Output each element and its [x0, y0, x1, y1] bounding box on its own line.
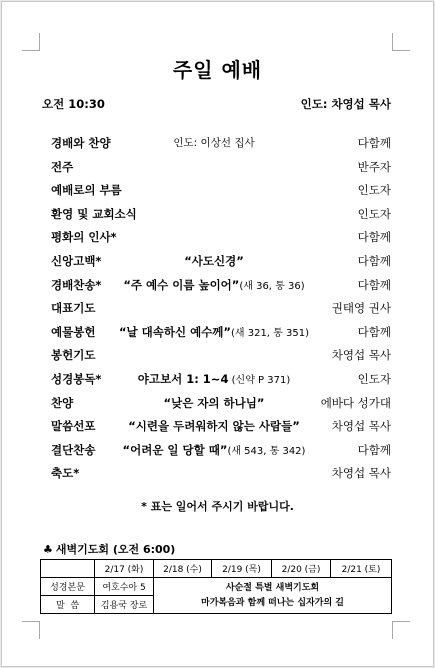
- order-item-detail: [89, 395, 339, 411]
- order-item-person: 차영섭 목사: [331, 348, 391, 363]
- order-item-name: 봉헌기도: [51, 348, 96, 363]
- order-item-person: 인도자: [357, 183, 391, 198]
- dawn-prayer-heading: [43, 541, 175, 557]
- order-item-title: 야고보서 1: 1~4: [137, 371, 229, 386]
- special-service-cell: [154, 578, 392, 614]
- date-cell: 2/20 (금): [272, 560, 331, 578]
- order-item: [51, 321, 391, 345]
- order-item: [51, 439, 391, 463]
- scripture-cell: 여호수아 5: [95, 578, 154, 596]
- order-item-detail: [89, 442, 339, 458]
- order-item-person: 에바다 성가대: [320, 395, 391, 410]
- order-item: [51, 274, 391, 298]
- order-item-name: 전주: [51, 159, 74, 174]
- order-item: [51, 156, 391, 180]
- order-item-title: “시련을 두려워하지 않는 사람들”: [128, 419, 300, 434]
- order-item-person: 반주자: [357, 159, 391, 174]
- order-item-name: 결단찬송: [51, 442, 96, 457]
- row-label: 성경본문: [41, 578, 95, 596]
- order-item-person: 차영섭 목사: [331, 466, 391, 481]
- club-icon: ♣: [43, 543, 53, 556]
- order-item-title: 인도: 이상선 집사: [173, 137, 255, 149]
- order-item-note: (새 321, 통 351): [230, 327, 309, 339]
- service-time: 오전 10:30: [42, 97, 105, 111]
- crop-mark-top-right: [392, 33, 410, 51]
- order-item-title: “어려운 일 당할 때”: [122, 442, 228, 457]
- order-item: [51, 392, 391, 416]
- dawn-prayer-title: 새벽기도회 (오전 6:00): [55, 543, 176, 556]
- order-item: [51, 179, 391, 203]
- order-item-detail: [89, 253, 339, 269]
- order-item-detail: [89, 277, 339, 293]
- date-cell: 2/18 (수): [154, 560, 212, 578]
- order-item-name: 찬양: [51, 395, 74, 410]
- order-item-detail: [89, 371, 339, 387]
- order-item: [51, 297, 391, 321]
- order-item-note: (신약 P 371): [228, 374, 291, 386]
- order-item: [51, 250, 391, 274]
- order-item-name: 경배찬송*: [51, 277, 102, 292]
- order-item: [51, 226, 391, 250]
- order-item-title: “낮은 자의 하나님”: [163, 395, 265, 410]
- service-leader: 인도: 차영섭 목사: [300, 97, 391, 111]
- order-item-name: 환영 및 교회소식: [51, 206, 137, 221]
- order-item-name: 말씀선포: [51, 419, 96, 434]
- crop-mark-bottom-left: [22, 621, 40, 639]
- order-item-name: 축도*: [51, 466, 80, 481]
- order-item: [51, 462, 391, 486]
- order-item-person: 다함께: [357, 442, 391, 457]
- order-item-name: 예물봉헌: [51, 324, 96, 339]
- date-cell: 2/17 (화): [95, 560, 154, 578]
- order-item-detail: [89, 135, 339, 150]
- order-item: [51, 203, 391, 227]
- order-item-person: 인도자: [357, 206, 391, 221]
- preacher-cell: 김용국 장로: [95, 596, 154, 614]
- row-label: 말 씀: [41, 596, 95, 614]
- order-item-detail: [89, 324, 339, 340]
- order-item-person: 권태영 권사: [331, 301, 391, 316]
- order-item-title: “주 예수 이름 높이어”: [123, 277, 240, 292]
- order-item: [51, 415, 391, 439]
- table-row: [41, 560, 392, 578]
- crop-mark-bottom-right: [392, 621, 410, 639]
- table-row: [41, 578, 392, 596]
- order-item-note: (새 36, 통 36): [239, 280, 305, 292]
- special-service-title: 사순절 특별 새벽기도회: [225, 582, 320, 593]
- date-cell: 2/21 (토): [331, 560, 392, 578]
- order-item-name: 평화의 인사*: [51, 230, 117, 245]
- page-title: 주일 예배: [172, 58, 263, 82]
- order-item-note: (새 543, 통 342): [227, 445, 306, 457]
- table-corner-cell: [41, 560, 95, 578]
- order-item-person: 다함께: [357, 230, 391, 245]
- order-item-person: 차영섭 목사: [331, 419, 391, 434]
- order-item: [51, 344, 391, 368]
- order-item-person: 다함께: [357, 253, 391, 268]
- order-item-name: 대표기도: [51, 301, 96, 316]
- order-item-person: 인도자: [357, 371, 391, 386]
- order-item-name: 예배로의 부름: [51, 183, 122, 198]
- order-item: [51, 368, 391, 392]
- order-item: [51, 132, 391, 156]
- dawn-prayer-table: [40, 559, 392, 614]
- crop-mark-top-left: [22, 33, 40, 51]
- order-item-name: 성경봉독*: [51, 371, 102, 386]
- order-item-title: “날 대속하신 예수께”: [118, 324, 231, 339]
- standing-notice: * 표는 일어서 주시기 바랍니다.: [141, 500, 294, 513]
- order-item-title: “사도신경”: [184, 253, 244, 268]
- date-cell: 2/19 (목): [212, 560, 272, 578]
- order-item-name: 경배와 찬양: [51, 136, 111, 150]
- order-item-person: 다함께: [357, 324, 391, 339]
- order-item-person: 다함께: [357, 277, 391, 292]
- order-item-person: 다함께: [357, 136, 391, 150]
- order-item-detail: [89, 418, 339, 434]
- order-of-worship: [51, 132, 391, 486]
- order-item-name: 신앙고백*: [51, 253, 102, 268]
- special-service-subtitle: 마가복음과 함께 떠나는 십자가의 길: [201, 597, 344, 608]
